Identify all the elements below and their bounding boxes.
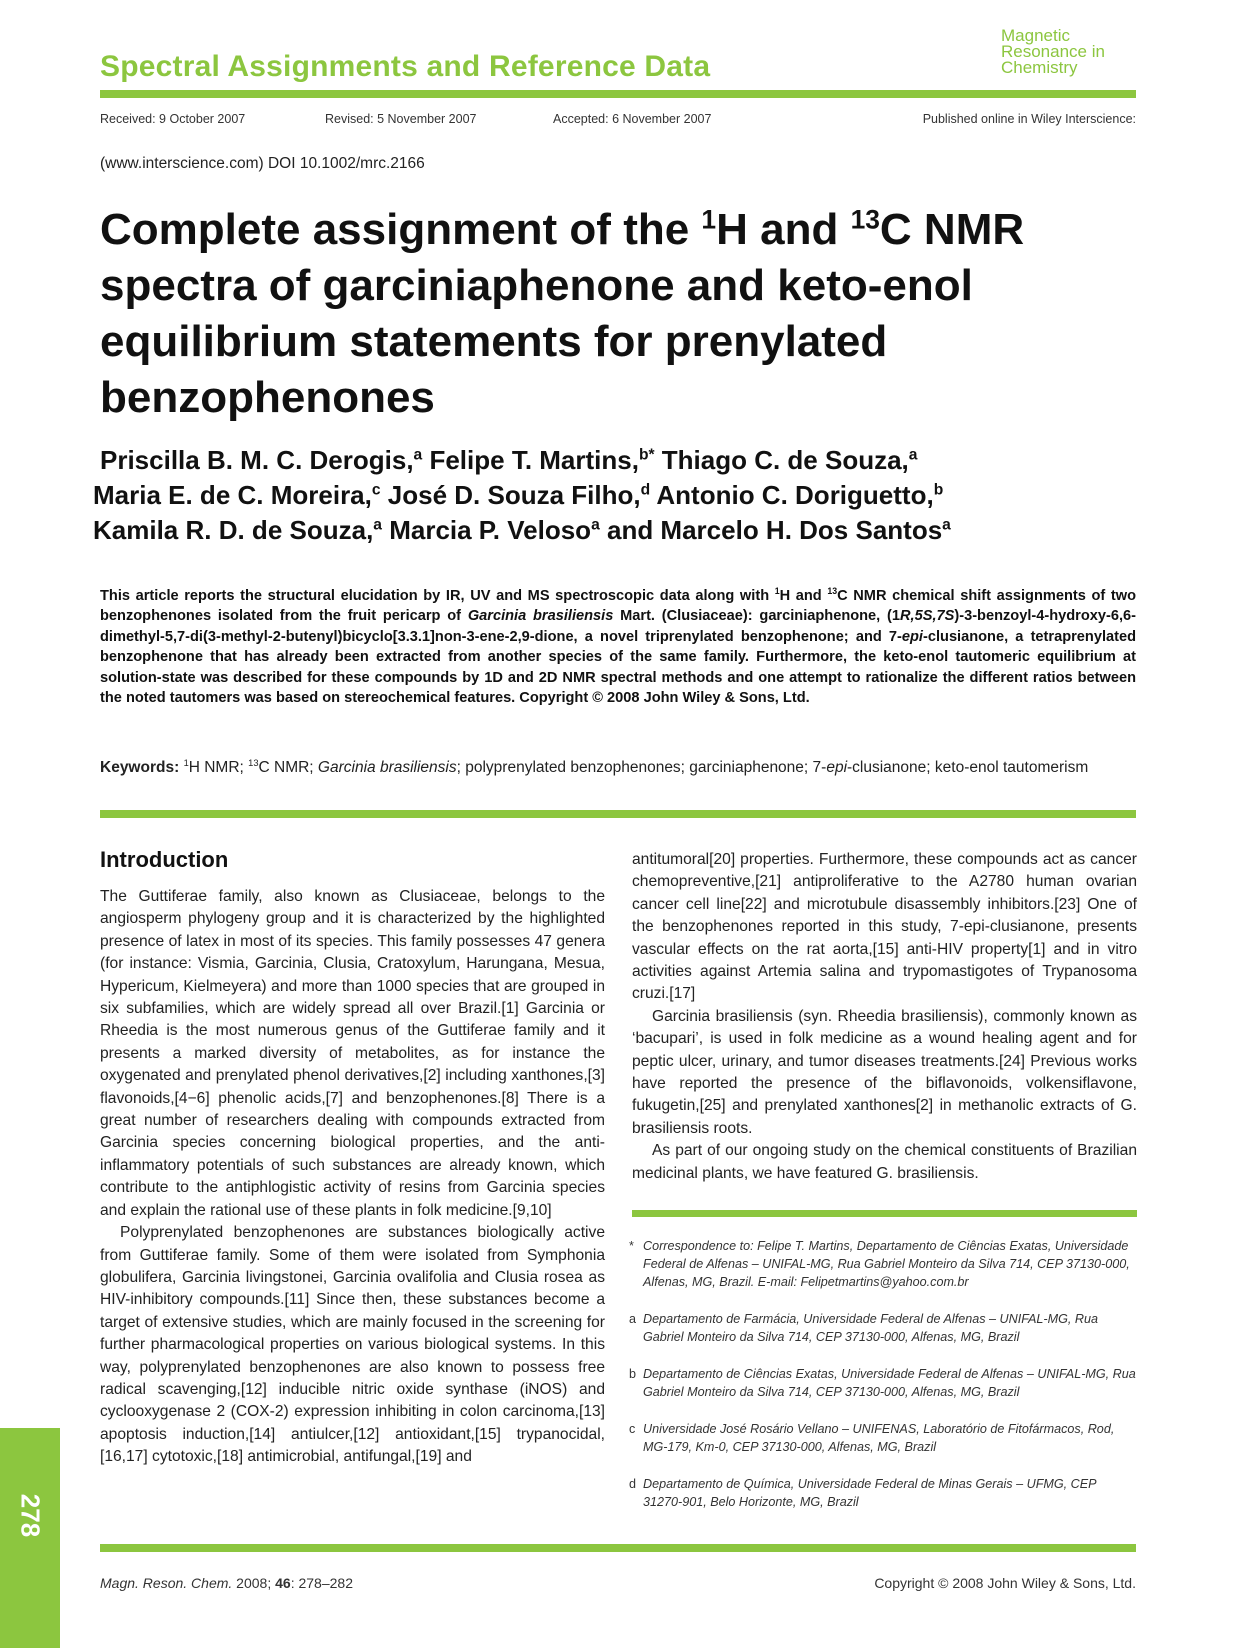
footnote-correspondence: * Correspondence to: Felipe T. Martins, Departamento de Ciências Exatas, Universidade Federal de Alfenas – UNIFAL-MG, Rua Gabriel Monteiro da Silva 714, CEP 37130-000, Alfenas, MG, Brazil. E-mail: Felipetmartins@yahoo.com.br xyxy=(629,1239,1130,1289)
author: Maria E. de C. Moreira, xyxy=(93,480,372,510)
received-date: Received: 9 October 2007 xyxy=(100,112,246,126)
logo-line-2: Resonance in xyxy=(1001,42,1105,61)
footnote-affiliation: b Departamento de Ciências Exatas, Universidade Federal de Alfenas – UNIFAL-MG, Rua Gabriel Monteiro da Silva 714, CEP 37130-000, Alfenas, MG, Brazil xyxy=(629,1367,1136,1399)
published-note: Published online in Wiley Interscience: xyxy=(922,112,1136,126)
logo-line-1: Magnetic xyxy=(1001,26,1070,45)
accepted-date: Accepted: 6 November 2007 xyxy=(553,112,712,126)
header-rule xyxy=(100,90,1136,98)
text-column-left xyxy=(100,886,605,1469)
article-title: Complete assignment of the $^1$H and $^{13}$C NMR spectra of garciniaphenone and keto-enol equilibrium statements for prenylated benzophenones xyxy=(100,204,1025,422)
author: Felipe T. Martins, xyxy=(422,445,639,475)
footnote-rule xyxy=(632,1210,1137,1217)
journal-logo xyxy=(1001,28,1105,76)
copyright: Copyright © 2008 John Wiley & Sons, Ltd. xyxy=(874,1575,1136,1591)
paragraph: Garcinia brasiliensis (syn. Rheedia brasiliensis), commonly known as ‘bacupari’, is used in folk medicine as a wound healing agent and for peptic ulcer, urinary, and tumor diseases treatments.[24] Previous works have reported the presence of the biflavonoids, volkensiflavone, fukugetin,[25] and prenylated xanthones[2] in methanolic extracts of G. brasiliensis roots. xyxy=(632,1007,1137,1137)
author: Antonio C. Doriguetto, xyxy=(650,480,934,510)
citation: Magn. Reson. Chem. 2008; 46: 278–282 xyxy=(100,1575,353,1591)
footer-rule xyxy=(100,1544,1136,1552)
author: Marcia P. Veloso xyxy=(381,515,592,545)
footnote-affiliation: a Departamento de Farmácia, Universidade Federal de Alfenas – UNIFAL-MG, Rua Gabriel Monteiro da Silva 714, CEP 37130-000, Alfenas, MG, Brazil xyxy=(629,1312,1098,1344)
abstract: This article reports the structural elucidation by IR, UV and MS spectroscopic data along with $^1$H and $^{13}$C NMR chemical shift assignments of two benzophenones isolated from the fruit pericarp of Garcinia brasiliensis Mart. (Clusiaceae): garciniaphenone, (1R,5S,7S)-3-benzoyl-4-hydroxy-6,6-dimethyl-5,7-di(3-methyl-2-butenyl)bicyclo[3.3.1]non-3-ene-2,9-dione, a novel triprenylated benzophenone; and 7-epi-clusianone, a tetraprenylated benzophenone that has already been extracted from another species of the same family. Furthermore, the keto-enol tautomeric equilibrium at solution-state was described for these compounds by 1D and 2D NMR spectral methods and one attempt to rationalize the different ratios between the noted tautomers was based on stereochemical features. Copyright © 2008 John Wiley & Sons, Ltd. xyxy=(100,586,1137,707)
logo-line-3: Chemistry xyxy=(1001,58,1078,77)
author: Thiago C. de Souza, xyxy=(654,445,909,475)
author: José D. Souza Filho, xyxy=(380,480,641,510)
section-heading: Introduction xyxy=(100,847,229,872)
doi-link[interactable]: (www.interscience.com) DOI 10.1002/mrc.2166 xyxy=(100,155,425,172)
author: and Marcelo H. Dos Santos xyxy=(599,515,943,545)
author: Kamila R. D. de Souza, xyxy=(93,515,374,545)
author: Priscilla B. M. C. Derogis, xyxy=(100,445,414,475)
keywords: Keywords: $^1$H NMR; $^{13}$C NMR; Garcinia brasiliensis; polyprenylated benzophenones; garciniaphenone; 7-epi-clusianone; keto-enol tautomerism xyxy=(100,757,1089,776)
page-number: 278 xyxy=(15,1493,46,1538)
revised-date: Revised: 5 November 2007 xyxy=(325,112,477,126)
paragraph: antitumoral[20] properties. Furthermore, these compounds act as cancer chemopreventive,[21] antiproliferative to the A2780 human ovarian cancer cell line[22] and microtubule disassembly inhibitors.[23] One of the benzophenones reported in this study, 7-epi-clusianone, presents vascular effects on the rat aorta,[15] anti-HIV property[1] and in vitro activities against Artemia salina and trypomastigotes of Trypanosoma cruzi.[17] xyxy=(632,851,1137,1003)
paragraph: The Guttiferae family, also known as Clusiaceae, belongs to the angiosperm phylogeny group and it is characterized by the highlighted presence of latex in most of its species. This family possesses 47 genera (for instance: Vismia, Garcinia, Clusia, Cratoxylum, Harungana, Mesua, Hypericum, Kielmeyera) and more than 1000 species that are grouped in six subfamilies, which are widely spread all over Brazil.[1] Garcinia or Rheedia is the most numerous genus of the Guttiferae family and it presents a marked diversity of metabolites, as for instance the oxygenated and prenylated phenol derivatives,[2] including xanthones,[3] flavonoids,[4−6] phenolic acids,[7] and benzophenones.[8] There is a great number of researchers dealing with compounds extracted from Garcinia species concerning biological properties, and the anti-inflammatory potentials of such substances are already known, which contribute to the antiphlogistic activity of resins from Garcinia species and explain the rational use of these plants in folk medicine.[9,10] xyxy=(100,888,605,1219)
section-header: Spectral Assignments and Reference Data xyxy=(100,50,711,83)
text-column-right xyxy=(632,849,1137,1185)
author-list: Priscilla B. M. C. Derogis,$^a$ Felipe T. Martins,$^{b*}$ Thiago C. de Souza,$^a$ Maria E. de C. Moreira,$^c$ José D. Souza Filho,$^d$ Antonio C. Doriguetto,$^b$ Kamila R. D. de Souza,$^a$ Marcia P. Veloso$^a$ and Marcelo H. Dos Santos$^a$ xyxy=(93,445,951,545)
abstract-rule xyxy=(100,810,1136,818)
footnote-affiliation: c Universidade José Rosário Vellano – UNIFENAS, Laboratório de Fitofármacos, Rod, MG-179, Km-0, CEP 37130-000, Alfenas, MG, Brazil xyxy=(629,1422,1115,1454)
footnote-affiliation: d Departamento de Química, Universidade Federal de Minas Gerais – UFMG, CEP 31270-901, Belo Horizonte, MG, Brazil xyxy=(629,1477,1097,1509)
paragraph: As part of our ongoing study on the chemical constituents of Brazilian medicinal plants, we have featured G. brasiliensis. xyxy=(632,1142,1137,1182)
paragraph: Polyprenylated benzophenones are substances biologically active from Guttiferae family. Some of them were isolated from Symphonia globulifera, Garcinia livingstonei, Garcinia ovalifolia and Clusia rosea as HIV-inhibitory compounds.[11] Since then, these substances become a target of extensive studies, which are mainly focused in the screening for further pharmacological properties on various biological systems. In this way, polyprenylated benzophenones are also known to possess free radical scavenging,[12] inducible nitric oxide synthase (iNOS) and cyclooxygenase 2 (COX-2) expression inhibiting in colon carcinoma,[13] apoptosis induction,[14] antiulcer,[12] antioxidant,[15] trypanocidal,[16,17] cytotoxic,[18] antimicrobial, antifungal,[19] and xyxy=(100,1224,605,1466)
